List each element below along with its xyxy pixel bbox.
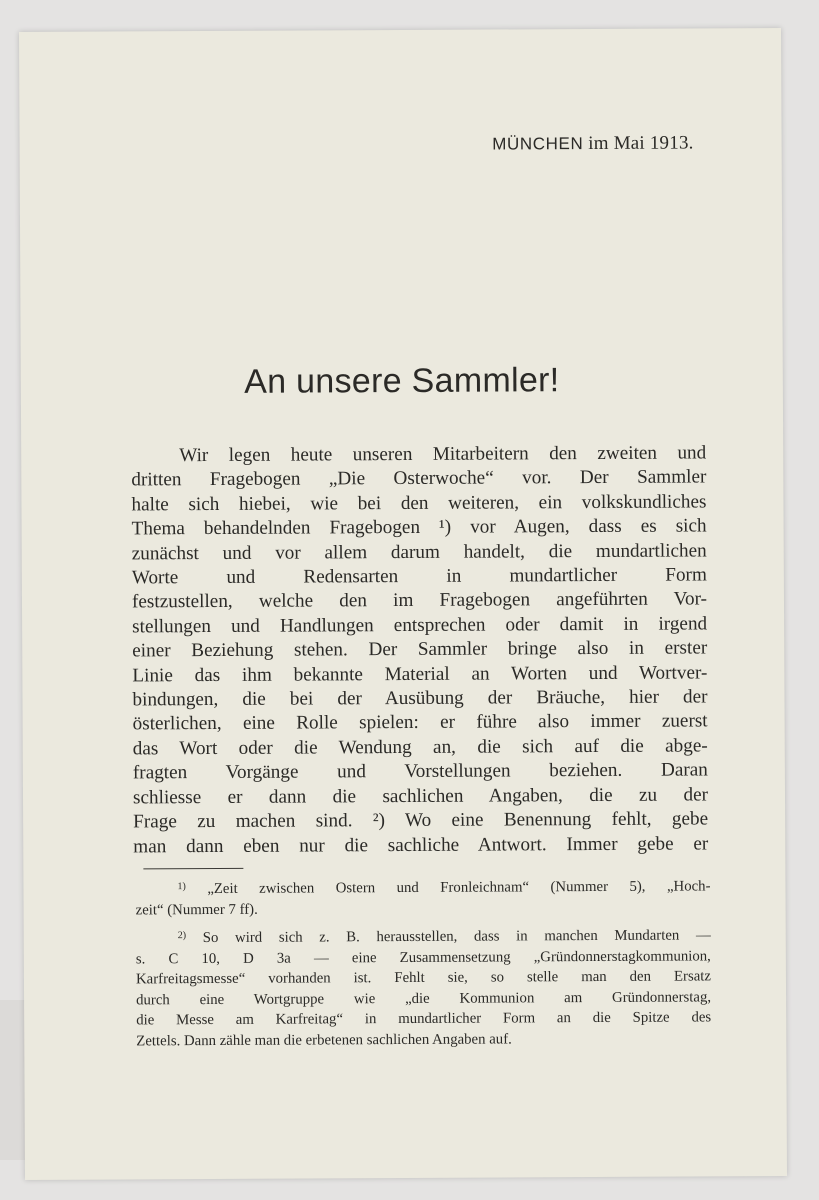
footnote-line: s. C 10, D 3a — eine Zusammensetzung „Gründonnerstagkommunion,	[135, 947, 711, 967]
footnote-line: durch eine Wortgruppe wie „die Kommunion am Gründonnerstag,	[136, 988, 712, 1008]
body-line: das Wort oder die Wendung an, die sich auf die abge-	[132, 735, 708, 760]
footnote-marker: 1)	[177, 881, 186, 893]
body-line: stellungen und Handlungen entsprechen oder damit in irgend	[132, 613, 708, 638]
body-line: fragten Vorgänge und Vorstellungen beziehen. Daran	[132, 759, 708, 784]
body-line: Linie das ihm bekannte Material an Worten und Wortver-	[132, 662, 708, 687]
body-line: zunächst und vor allem darum handelt, die mundartlichen	[131, 540, 707, 565]
footnote-line: zeit“ (Nummer 7 ff).	[135, 901, 258, 918]
footnote-1	[135, 874, 710, 920]
footnote-line: „Zeit zwischen Ostern und Fronleichnam“ (Nummer 5), „Hoch-	[207, 878, 711, 898]
body-line: schliesse er dann die sachlichen Angaben, die zu der	[132, 784, 709, 809]
body-line: man dann eben nur die sachliche Antwort. Immer gebe er	[133, 832, 709, 857]
body-line: Wir legen heute unseren Mitarbeitern den zweiten und	[179, 442, 707, 467]
dateline	[492, 132, 693, 155]
footnotes	[135, 874, 711, 1051]
footnote-line: Zettels. Dann zähle man die erbetenen sachlichen Angaben auf.	[136, 1030, 512, 1049]
body-line: dritten Fragebogen „Die Osterwoche“ vor. Der Sammler	[131, 466, 707, 491]
body-line: Thema behandelnden Fragebogen ¹) vor Augen, dass es sich	[131, 515, 707, 540]
footnote-2	[136, 923, 712, 1051]
footnote-divider	[143, 868, 243, 870]
body-line: Frage zu machen sind. ²) Wo eine Benennung fehlt, gebe	[133, 808, 709, 833]
footnote-line: So wird sich z. B. herausstellen, dass in manchen Mundarten —	[202, 927, 711, 947]
body-line: bindungen, die bei der Ausübung der Bräuche, hier der	[132, 686, 708, 711]
dateline-city: MÜNCHEN	[492, 134, 584, 154]
body-line: einer Beziehung stehen. Der Sammler bringe also in erster	[132, 637, 708, 662]
body-line: Worte und Redensarten in mundartlicher Form	[131, 564, 707, 589]
body-line: österlichen, eine Rolle spielen: er führe also immer zuerst	[132, 710, 708, 735]
footnote-marker: 2)	[177, 930, 187, 942]
document-page	[19, 28, 787, 1180]
body-text	[131, 441, 708, 859]
body-line: halte sich hiebei, wie bei den weiteren, ein volkskundliches	[131, 491, 707, 516]
footnote-line: die Messe am Karfreitag“ in mundartlicher Form an die Spitze des	[136, 1009, 712, 1029]
dateline-date: im Mai 1913.	[588, 132, 694, 155]
footnote-line: Karfreitagsmesse“ vorhanden ist. Fehlt sie, so stelle man den Ersatz	[135, 968, 711, 988]
body-line: festzustellen, welche den im Fragebogen angeführten Vor-	[131, 588, 708, 613]
page-title: An unsere Sammler!	[244, 361, 560, 401]
